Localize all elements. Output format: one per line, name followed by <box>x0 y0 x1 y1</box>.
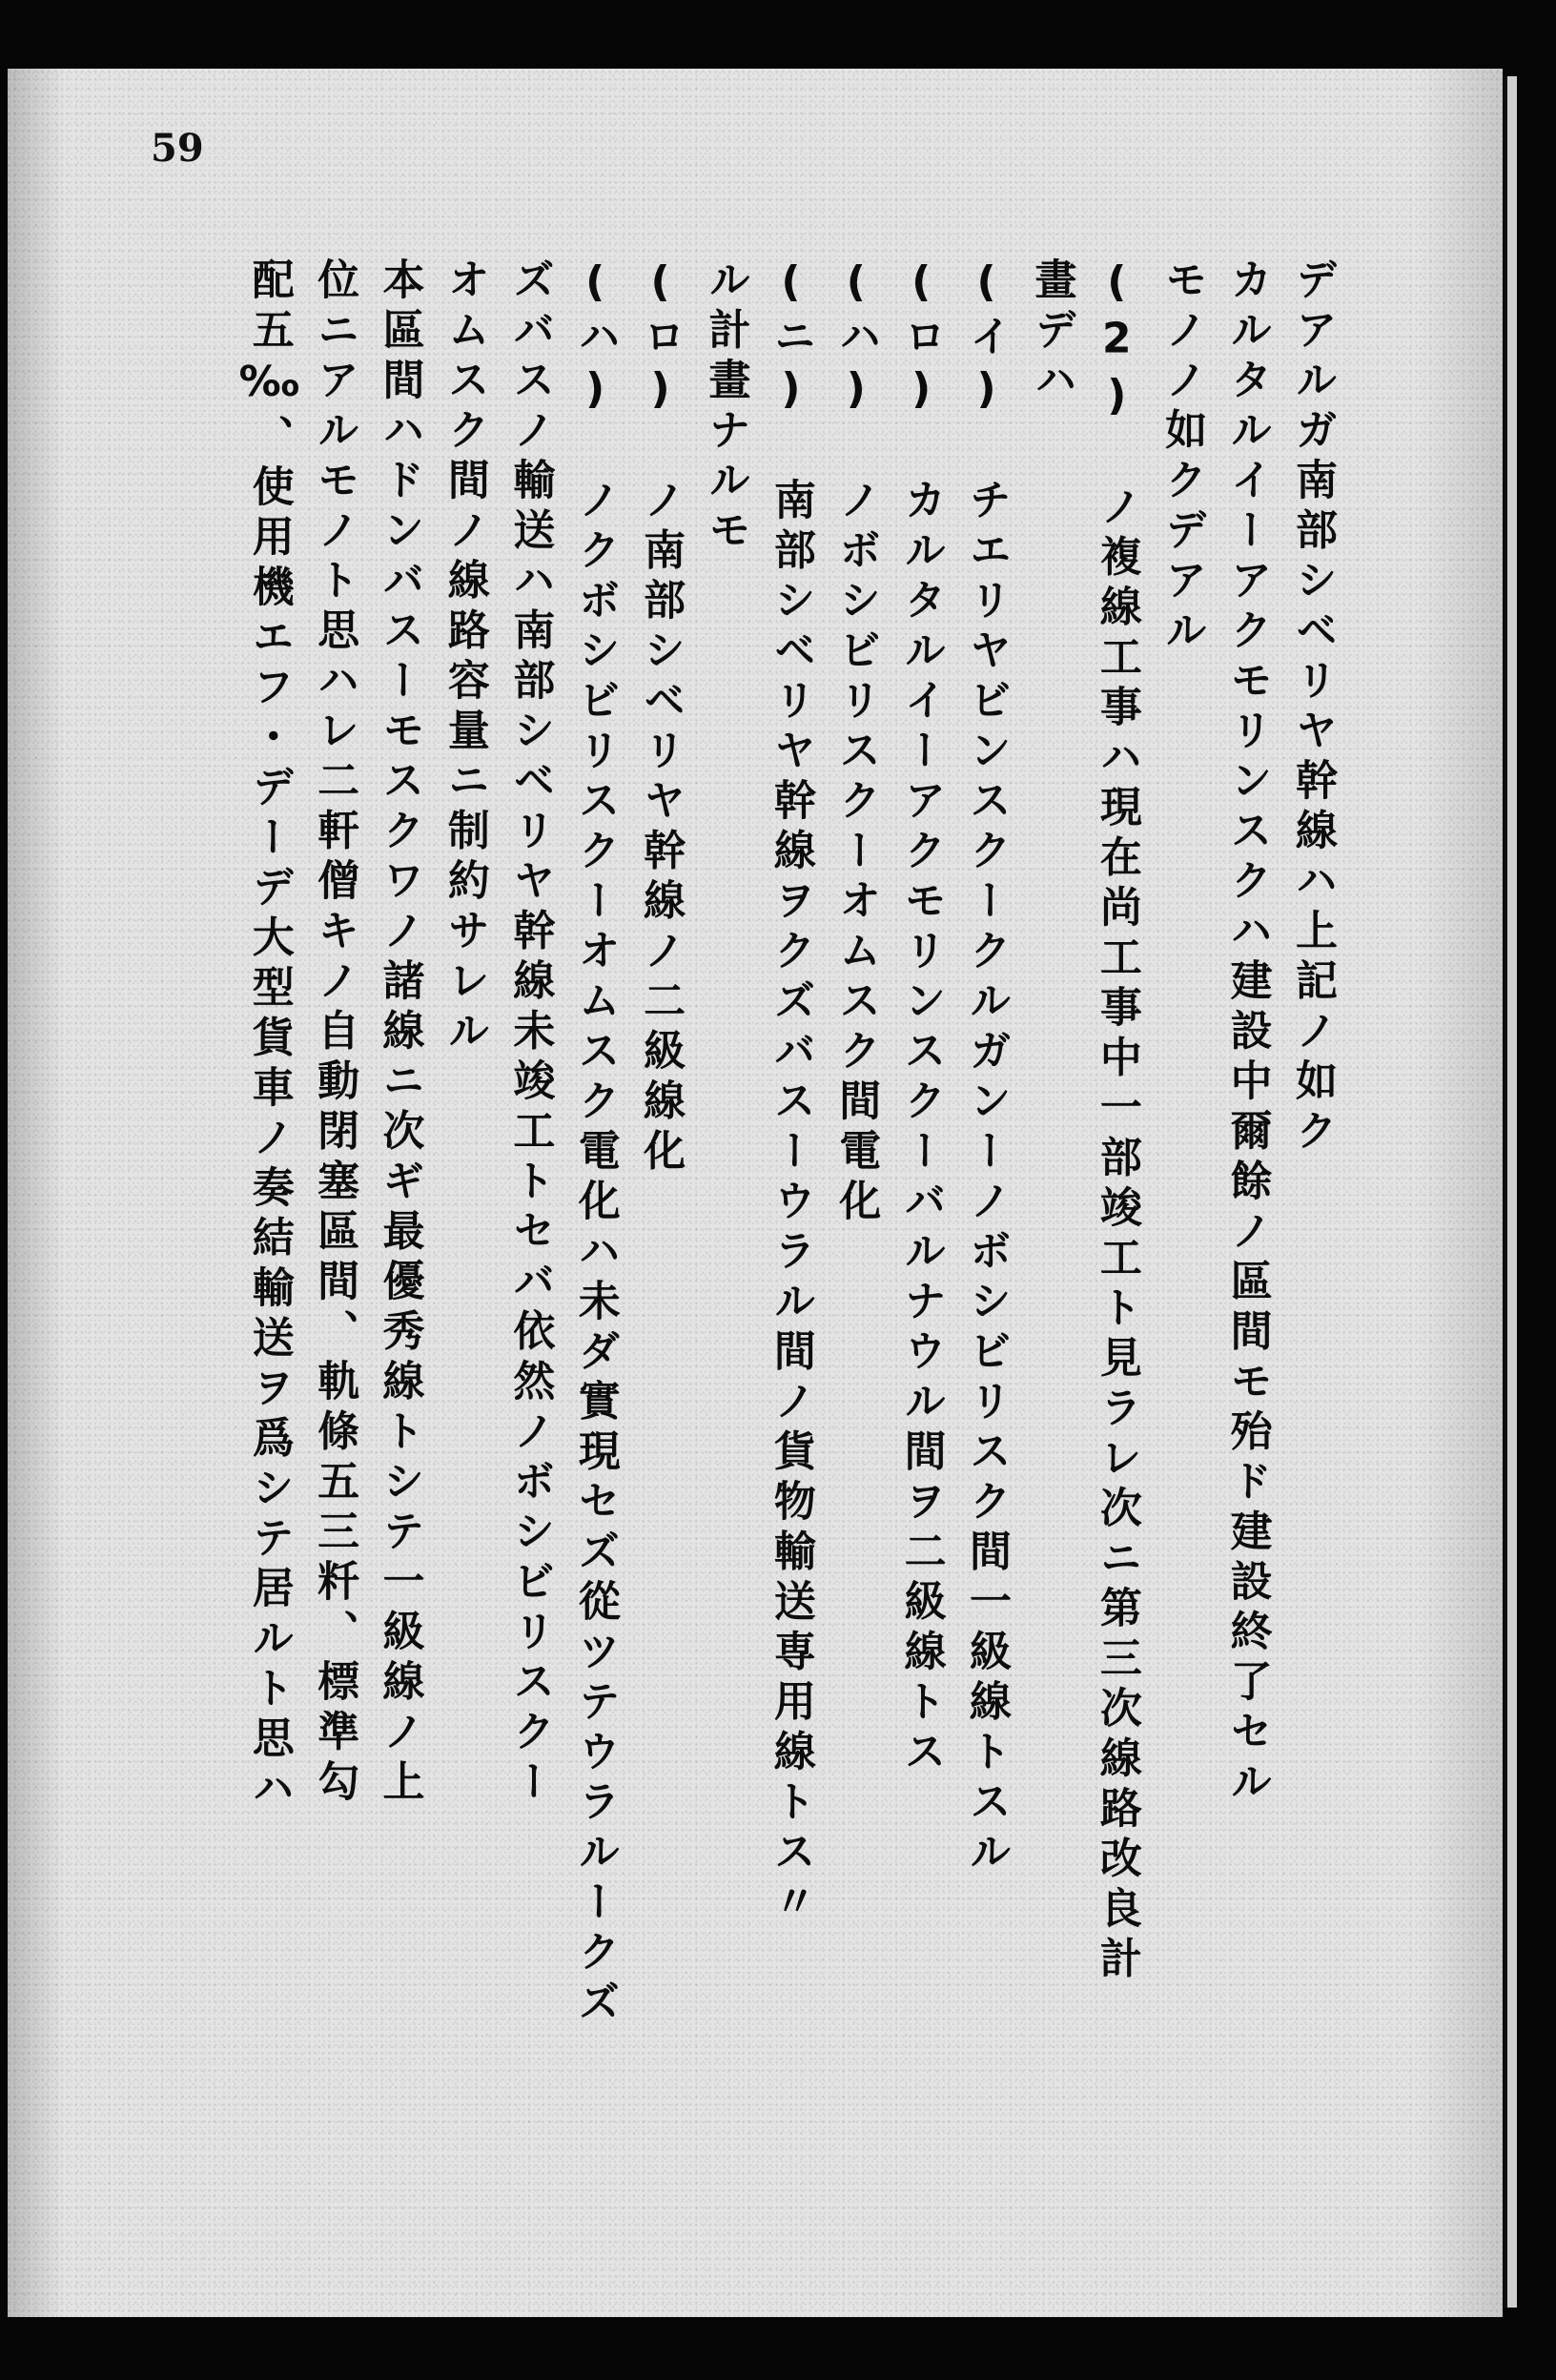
page-edge <box>1505 76 1517 2308</box>
text-column-9: (ニ) 南部シベリヤ幹線ヲクズバスーウラル間ノ貨物輸送専用線トス〃 <box>766 257 815 1930</box>
vertical-text-body <box>67 257 1344 2174</box>
text-column-4: (2) ノ複線工事ハ現在尚工事中一部竣工ト見ラレ次ニ第三次線路改良計 <box>1092 257 1141 1986</box>
text-column-3: モノノ如クデアル <box>1157 257 1207 658</box>
text-column-6: (イ) チエリヤビンスクークルガンーノボシビリスク間一級線トスル <box>962 257 1012 1879</box>
text-column-12: (ハ) ノクボシビリスクーオムスク電化ハ未ダ實現セズ從ツテウラルークズ <box>570 257 620 2030</box>
text-column-14: オムスク間ノ線路容量ニ制約サレル <box>440 257 489 1058</box>
text-column-8: (ハ) ノボシビリスクーオムスク間電化 <box>831 257 881 1229</box>
text-column-7: (ロ) カルタルイーアクモリンスクーバルナウル間ヲ二級線トス <box>896 257 946 1779</box>
text-column-10: ル計畫ナルモ <box>701 257 750 558</box>
text-column-13: ズバスノ輸送ハ南部シベリヤ幹線未竣工トセバ依然ノボシビリスクー <box>505 257 555 1810</box>
text-column-16: 位ニアルモノト思ハレ二軒僧キノ自動閉塞區間、軌條五三粁、標準勾 <box>310 257 359 1810</box>
text-column-5: 畫デハ <box>1027 257 1076 408</box>
text-column-17: 配五‰、使用機エフ・デーデ大型貨車ノ奏結輸送ヲ爲シテ居ルト思ハ <box>244 257 294 1816</box>
page-number: 59 <box>151 126 204 171</box>
text-column-11: (ロ) ノ南部シベリヤ幹線ノ二級線化 <box>636 257 686 1179</box>
text-column-2: カルタルイーアクモリンスクハ建設中爾餘ノ區間モ殆ド建設終了セル <box>1222 257 1272 1810</box>
text-column-1: デアルガ南部シベリヤ幹線ハ上記ノ如ク <box>1288 257 1337 1159</box>
text-column-15: 本區間ハドンバスーモスクワノ諸線ニ次ギ最優秀線トシテ一級線ノ上 <box>375 257 424 1810</box>
